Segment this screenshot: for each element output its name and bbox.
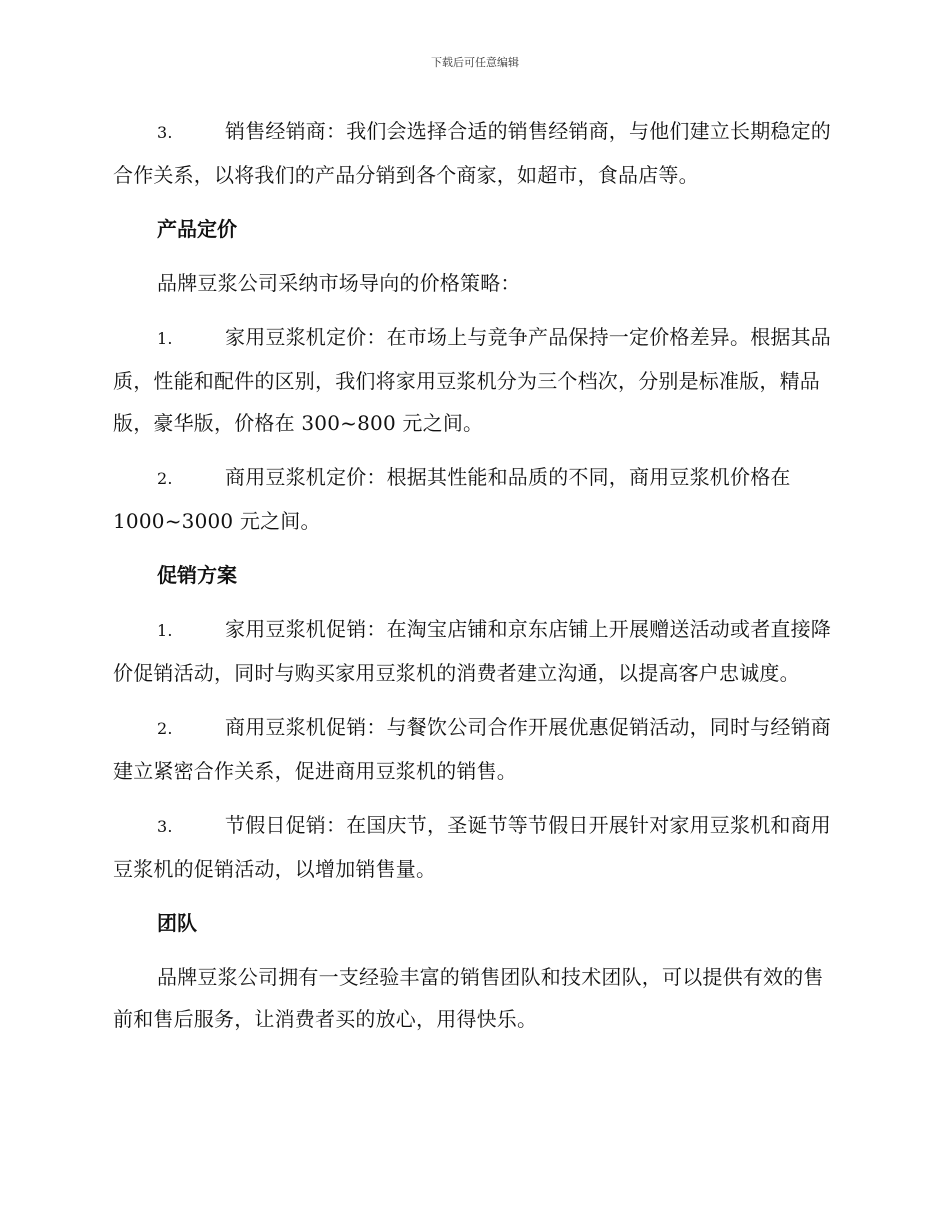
list-item-sales-dealers [113,110,837,196]
list-item-text: 家用豆浆机促销：在淘宝店铺和京东店铺上开展赠送活动或者直接降价促销活动，同时与购买家用豆浆机的消费者建立沟通，以提高客户忠诚度。 [113,617,831,685]
section-heading-team: 团队 [157,911,197,935]
list-item-commercial-pricing [113,456,837,542]
page-header-note: 下载后可任意编辑 [431,56,519,69]
paragraph-team: 品牌豆浆公司拥有一支经验丰富的销售团队和技术团队，可以提供有效的售前和售后服务，让消费者买的放心，用得快乐。 [113,965,824,1031]
list-item-commercial-promotion [113,706,837,792]
list-item-number: 2. [157,719,173,738]
list-item-number: 1. [157,329,173,348]
paragraph-pricing-intro: 品牌豆浆公司采纳市场导向的价格策略： [157,271,521,295]
list-item-number: 3. [157,817,173,836]
list-item-text: 商用豆浆机促销：与餐饮公司合作开展优惠促销活动，同时与经销商建立紧密合作关系，促进商用豆浆机的销售。 [113,715,831,783]
list-item-holiday-promotion [113,804,837,890]
document-body [113,110,837,1052]
list-item-text: 家用豆浆机定价：在市场上与竞争产品保持一定价格差异。根据其品质，性能和配件的区别，我们将家用豆浆机分为三个档次，分别是标准版，精品版，豪华版，价格在 300~800 元之间。 [113,325,831,435]
list-item-home-promotion [113,608,837,694]
list-item-number: 3. [157,123,173,142]
list-item-number: 2. [157,469,173,488]
list-item-number: 1. [157,621,173,640]
section-heading-pricing: 产品定价 [157,217,237,241]
section-heading-promotion: 促销方案 [157,563,237,587]
list-item-text: 商用豆浆机定价：根据其性能和品质的不同，商用豆浆机价格在1000~3000 元之间。 [113,465,791,533]
list-item-text: 节假日促销：在国庆节，圣诞节等节假日开展针对家用豆浆机和商用豆浆机的促销活动，以增加销售量。 [113,813,831,881]
list-item-text: 销售经销商：我们会选择合适的销售经销商，与他们建立长期稳定的合作关系，以将我们的产品分销到各个商家，如超市，食品店等。 [113,119,831,187]
list-item-home-pricing [113,316,837,444]
